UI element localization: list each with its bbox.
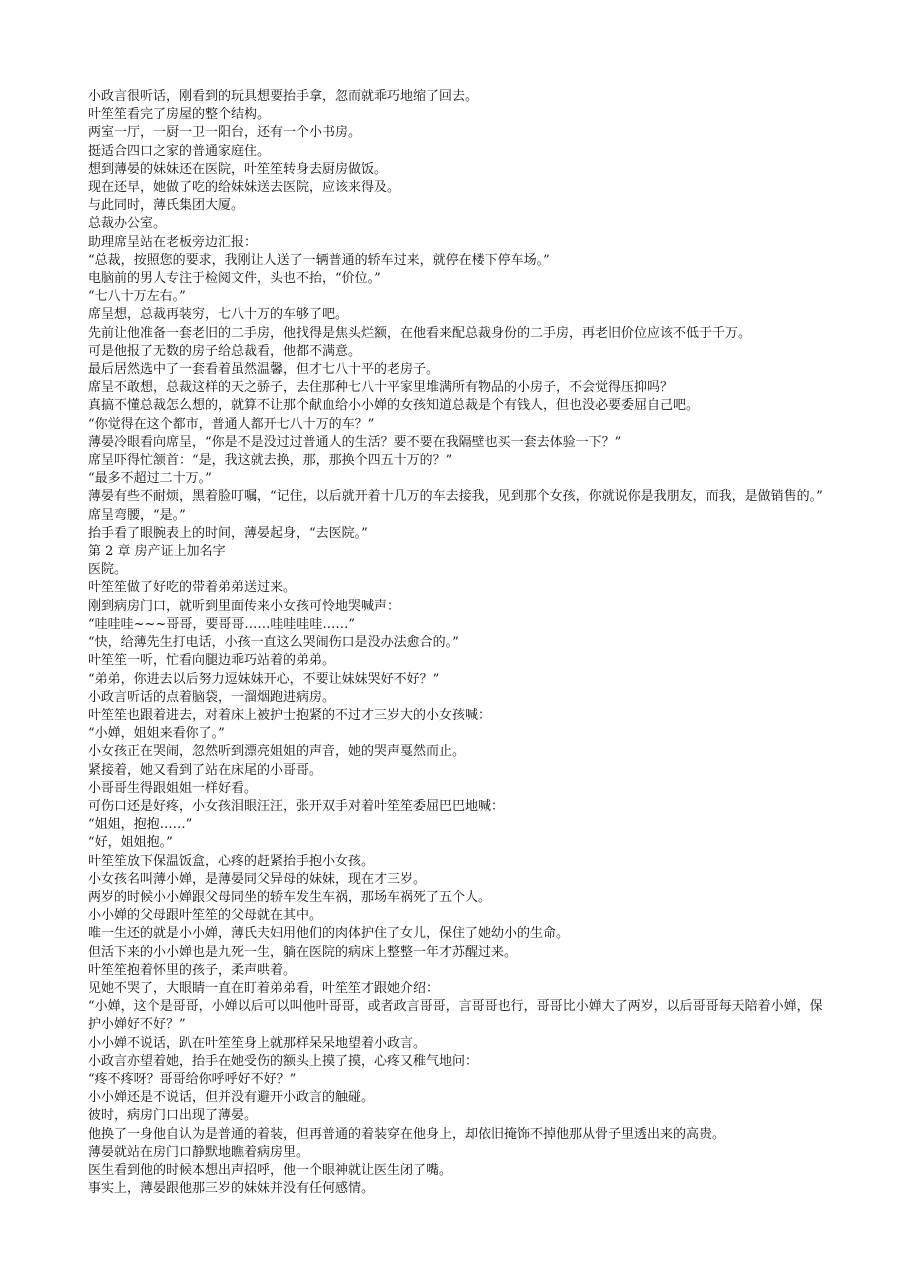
text-line: 小小婵不说话，趴在叶笙笙身上就那样呆呆地望着小政言。 xyxy=(88,1035,427,1051)
text-line: 现在还早，她做了吃的给妹妹送去医院，应该来得及。 xyxy=(88,180,401,196)
text-line: “小婵，姐姐来看你了。” xyxy=(88,726,225,742)
document-body xyxy=(88,88,828,1198)
text-line: 席呈不敢想，总裁这样的天之骄子，去住那种七八十平家里堆满所有物品的小房子，不会觉得压抑吗？ xyxy=(88,380,674,396)
text-line: 席呈吓得忙颔首：“是，我这就去换，那，那换个四五十万的？” xyxy=(88,453,453,469)
text-line: 真搞不懂总裁怎么想的，就算不让那个献血给小小婵的女孩知道总裁是个有钱人，但也没必要委屈自己吧。 xyxy=(88,398,700,414)
text-line: 第 2 章 房产证上加名字 xyxy=(88,544,226,560)
text-line: 刚到病房门口，就听到里面传来小女孩可怜地哭喊声： xyxy=(88,598,401,614)
text-line: 小女孩名叫薄小婵，是薄晏同父异母的妹妹，现在才三岁。 xyxy=(88,871,427,887)
text-line: 彼时，病房门口出现了薄晏。 xyxy=(88,1108,258,1124)
text-line: “哇哇哇~~~哥哥，要哥哥……哇哇哇哇……” xyxy=(88,616,355,632)
text-line: 挺适合四口之家的普通家庭住。 xyxy=(88,143,271,159)
text-line: 小女孩正在哭闹，忽然听到漂亮姐姐的声音，她的哭声戛然而止。 xyxy=(88,744,466,760)
text-line: 叶笙笙抱着怀里的孩子，柔声哄着。 xyxy=(88,962,297,978)
text-line: 小政言听话的点着脑袋，一溜烟跑进病房。 xyxy=(88,689,336,705)
text-line: 小小婵的父母跟叶笙笙的父母就在其中。 xyxy=(88,908,323,924)
text-line: 最后居然选中了一套看着虽然温馨，但才七八十平的老房子。 xyxy=(88,362,440,378)
text-line: 但活下来的小小婵也是九死一生，躺在医院的病床上整整一年才苏醒过来。 xyxy=(88,944,518,960)
text-line: 薄晏就站在房门口静默地瞧着病房里。 xyxy=(88,1144,310,1160)
text-line: “最多不超过二十万。” xyxy=(88,471,212,487)
text-line: “好，姐姐抱。” xyxy=(88,835,173,851)
text-line: 唯一生还的就是小小婵，薄氏夫妇用他们的肉体护住了女儿，保住了她幼小的生命。 xyxy=(88,926,570,942)
text-line: 叶笙笙也跟着进去，对着床上被护士抱紧的不过才三岁大的小女孩喊： xyxy=(88,707,492,723)
text-line: 他换了一身他自认为是普通的着装，但再普通的着装穿在他身上，却依旧掩饰不掉他那从骨子里透出来的高贵。 xyxy=(88,1126,726,1142)
text-line: 电脑前的男人专注于检阅文件，头也不抬，“价位。” xyxy=(88,271,381,287)
text-line: 席呈想，总裁再装穷，七八十万的车够了吧。 xyxy=(88,307,349,323)
text-line: 叶笙笙一听，忙看向腿边乖巧站着的弟弟。 xyxy=(88,653,336,669)
text-line: “七八十万左右。” xyxy=(88,289,186,305)
text-line: “姐姐，抱抱……” xyxy=(88,817,193,833)
text-line: 紧接着，她又看到了站在床尾的小哥哥。 xyxy=(88,762,323,778)
text-line: 助理席呈站在老板旁边汇报： xyxy=(88,234,258,250)
text-line: 医生看到他的时候本想出声招呼，他一个眼神就让医生闭了嘴。 xyxy=(88,1162,453,1178)
text-line: 叶笙笙放下保温饭盒，心疼的赶紧抬手抱小女孩。 xyxy=(88,853,375,869)
text-line: 小哥哥生得跟姐姐一样好看。 xyxy=(88,780,258,796)
text-line: “弟弟，你进去以后努力逗妹妹开心，不要让妹妹哭好不好？” xyxy=(88,671,440,687)
text-line: 小政言很听话，刚看到的玩具想要抬手拿，忽而就乖巧地缩了回去。 xyxy=(88,89,479,104)
text-line: 可伤口还是好疼，小女孩泪眼汪汪，张开双手对着叶笙笙委屈巴巴地喊： xyxy=(88,798,505,814)
text-line: 总裁办公室。 xyxy=(88,216,167,232)
text-line: 先前让他准备一套老旧的二手房，他找得是焦头烂额，在他看来配总裁身份的二手房，再老旧价位应该不低于千万。 xyxy=(88,325,752,341)
text-line: 可是他报了无数的房子给总裁看，他都不满意。 xyxy=(88,343,362,359)
text-line: 事实上，薄晏跟他那三岁的妹妹并没有任何感情。 xyxy=(88,1181,375,1197)
text-line: 想到薄晏的妹妹还在医院，叶笙笙转身去厨房做饭。 xyxy=(88,161,388,177)
text-line: 医院。 xyxy=(88,562,128,578)
text-line: 薄晏冷眼看向席呈，“你是不是没过过普通人的生活？要不要在我隔壁也买一套去体验一下？” xyxy=(88,434,622,450)
text-line: “疼不疼呀？哥哥给你呼呼好不好？” xyxy=(88,1071,297,1087)
text-line: 见她不哭了，大眼睛一直在盯着弟弟看，叶笙笙才跟她介绍： xyxy=(88,980,440,996)
text-line: 叶笙笙看完了房屋的整个结构。 xyxy=(88,107,271,123)
text-line: 抬手看了眼腕表上的时间，薄晏起身，“去医院。” xyxy=(88,525,368,541)
text-line: 小小婵还是不说话，但并没有避开小政言的触碰。 xyxy=(88,1090,375,1106)
text-line: 两室一厅，一厨一卫一阳台，还有一个小书房。 xyxy=(88,125,362,141)
text-line: 小政言亦望着她，抬手在她受伤的额头上摸了摸，心疼又稚气地问： xyxy=(88,1053,479,1069)
text-line: “你觉得在这个都市，普通人都开七八十万的车？” xyxy=(88,416,375,432)
text-line: 两岁的时候小小婵跟父母同坐的轿车发生车祸，那场车祸死了五个人。 xyxy=(88,889,492,905)
text-line: “小婵，这个是哥哥，小婵以后可以叫他叶哥哥，或者政言哥哥，言哥哥也行，哥哥比小婵大了两岁，以后哥哥每天陪着小婵，保护小婵好不好？” xyxy=(88,999,823,1033)
text-line: “总裁，按照您的要求，我刚让人送了一辆普通的轿车过来，就停在楼下停车场。” xyxy=(88,252,550,268)
text-line: 叶笙笙做了好吃的带着弟弟送过来。 xyxy=(88,580,297,596)
text-line: 薄晏有些不耐烦，黑着脸叮嘱，“记住，以后就开着十几万的车去接我，见到那个女孩，你就说你是我朋友，而我，是做销售的。” xyxy=(88,489,823,505)
text-line: 与此同时，薄氏集团大厦。 xyxy=(88,198,245,214)
text-line: “快，给薄先生打电话，小孩一直这么哭闹伤口是没办法愈合的。” xyxy=(88,635,459,651)
text-line: 席呈弯腰，“是。” xyxy=(88,507,186,523)
